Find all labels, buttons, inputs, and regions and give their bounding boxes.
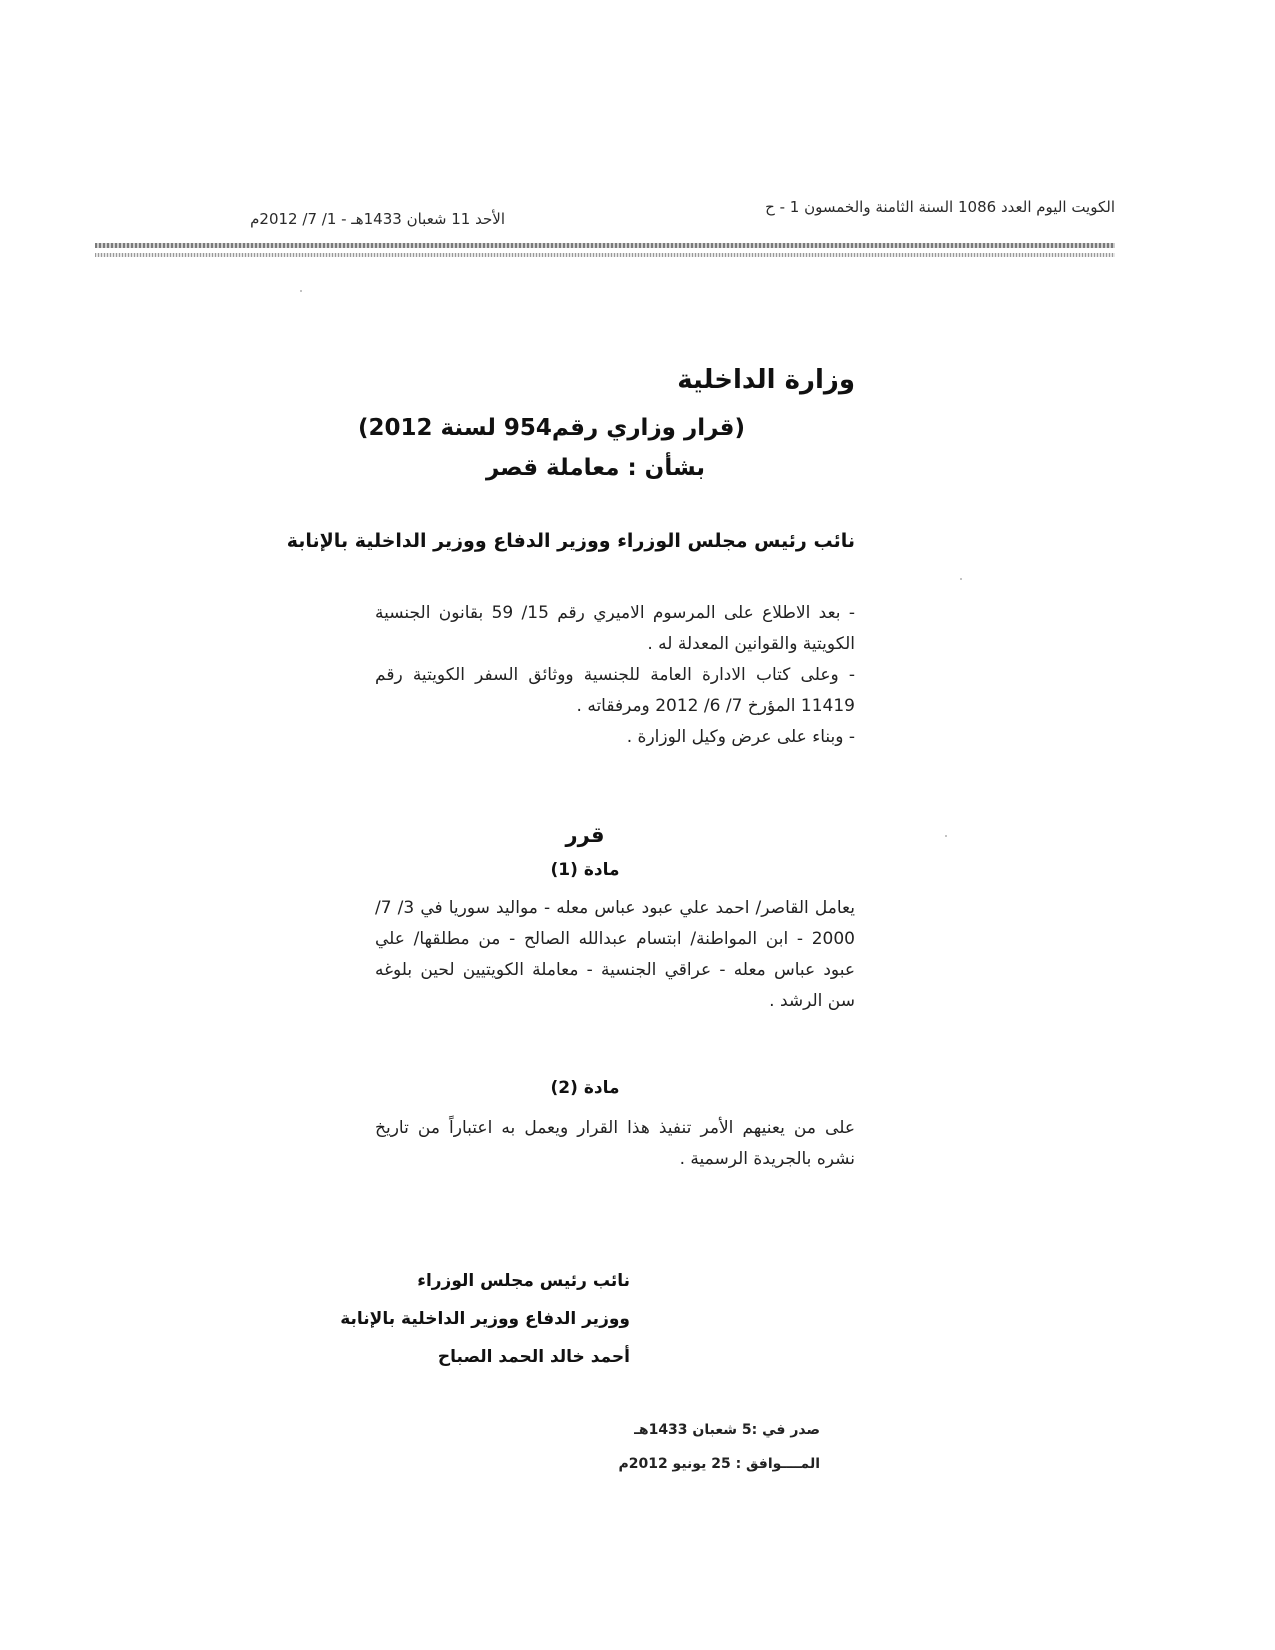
preamble-item: - وعلى كتاب الادارة العامة للجنسية ووثائق السفر الكويتية رقم 11419 المؤرخ 7/ 6/ 2012 ومرفقاته . xyxy=(375,665,855,716)
header-rule xyxy=(95,243,1115,248)
scan-speck xyxy=(300,290,302,292)
header-rule-secondary xyxy=(95,253,1115,257)
scan-speck xyxy=(945,835,947,837)
decree-subject: بشأن : معاملة قصر xyxy=(486,455,705,481)
issuing-authority: نائب رئيس مجلس الوزراء ووزير الدفاع ووزير الداخلية بالإنابة xyxy=(286,530,855,552)
decree-title: (قرار وزاري رقم954 لسنة 2012) xyxy=(357,415,745,441)
preamble xyxy=(375,598,855,753)
issued-hijri-date: صدر في :5 شعبان 1433هـ xyxy=(634,1422,820,1438)
ministry-name: وزارة الداخلية xyxy=(677,365,855,395)
signatory-name: أحمد خالد الحمد الصباح xyxy=(437,1347,630,1367)
article-2-heading: مادة (2) xyxy=(550,1078,620,1098)
article-1-heading: مادة (1) xyxy=(550,860,620,880)
preamble-item: - وبناء على عرض وكيل الوزارة . xyxy=(626,727,855,747)
running-header-issue: الكويت اليوم العدد 1086 السنة الثامنة والخمسون 1 - ح xyxy=(765,198,1115,216)
running-header-date: الأحد 11 شعبان 1433هـ - 1/ 7/ 2012م xyxy=(250,210,505,228)
signature-title-line: نائب رئيس مجلس الوزراء xyxy=(417,1271,630,1291)
scan-speck xyxy=(960,578,962,580)
issue-date-block xyxy=(620,1413,820,1481)
signature-title-line: ووزير الدفاع ووزير الداخلية بالإنابة xyxy=(340,1309,630,1329)
article-2-body: على من يعنيهم الأمر تنفيذ هذا القرار ويعمل به اعتباراً من تاريخ نشره بالجريدة الرسمية . xyxy=(375,1118,855,1169)
decision-heading: قرر xyxy=(565,823,605,847)
article-1-body: يعامل القاصر/ احمد علي عبود عباس معله - مواليد سوريا في 3/ 7/ 2000 - ابن المواطنة/ ابتسام عبدالله الصالح - من مطلقها/ علي عبود عباس معله - عراقي الجنسية - معاملة الكويتيين لحين بلوغه سن الرشد . xyxy=(375,898,855,1011)
issued-gregorian-date: المــــوافق : 25 يونيو 2012م xyxy=(618,1456,820,1472)
preamble-item: - بعد الاطلاع على المرسوم الاميري رقم 15/ 59 بقانون الجنسية الكويتية والقوانين المعدلة له . xyxy=(375,603,855,654)
signature-block xyxy=(340,1262,630,1376)
